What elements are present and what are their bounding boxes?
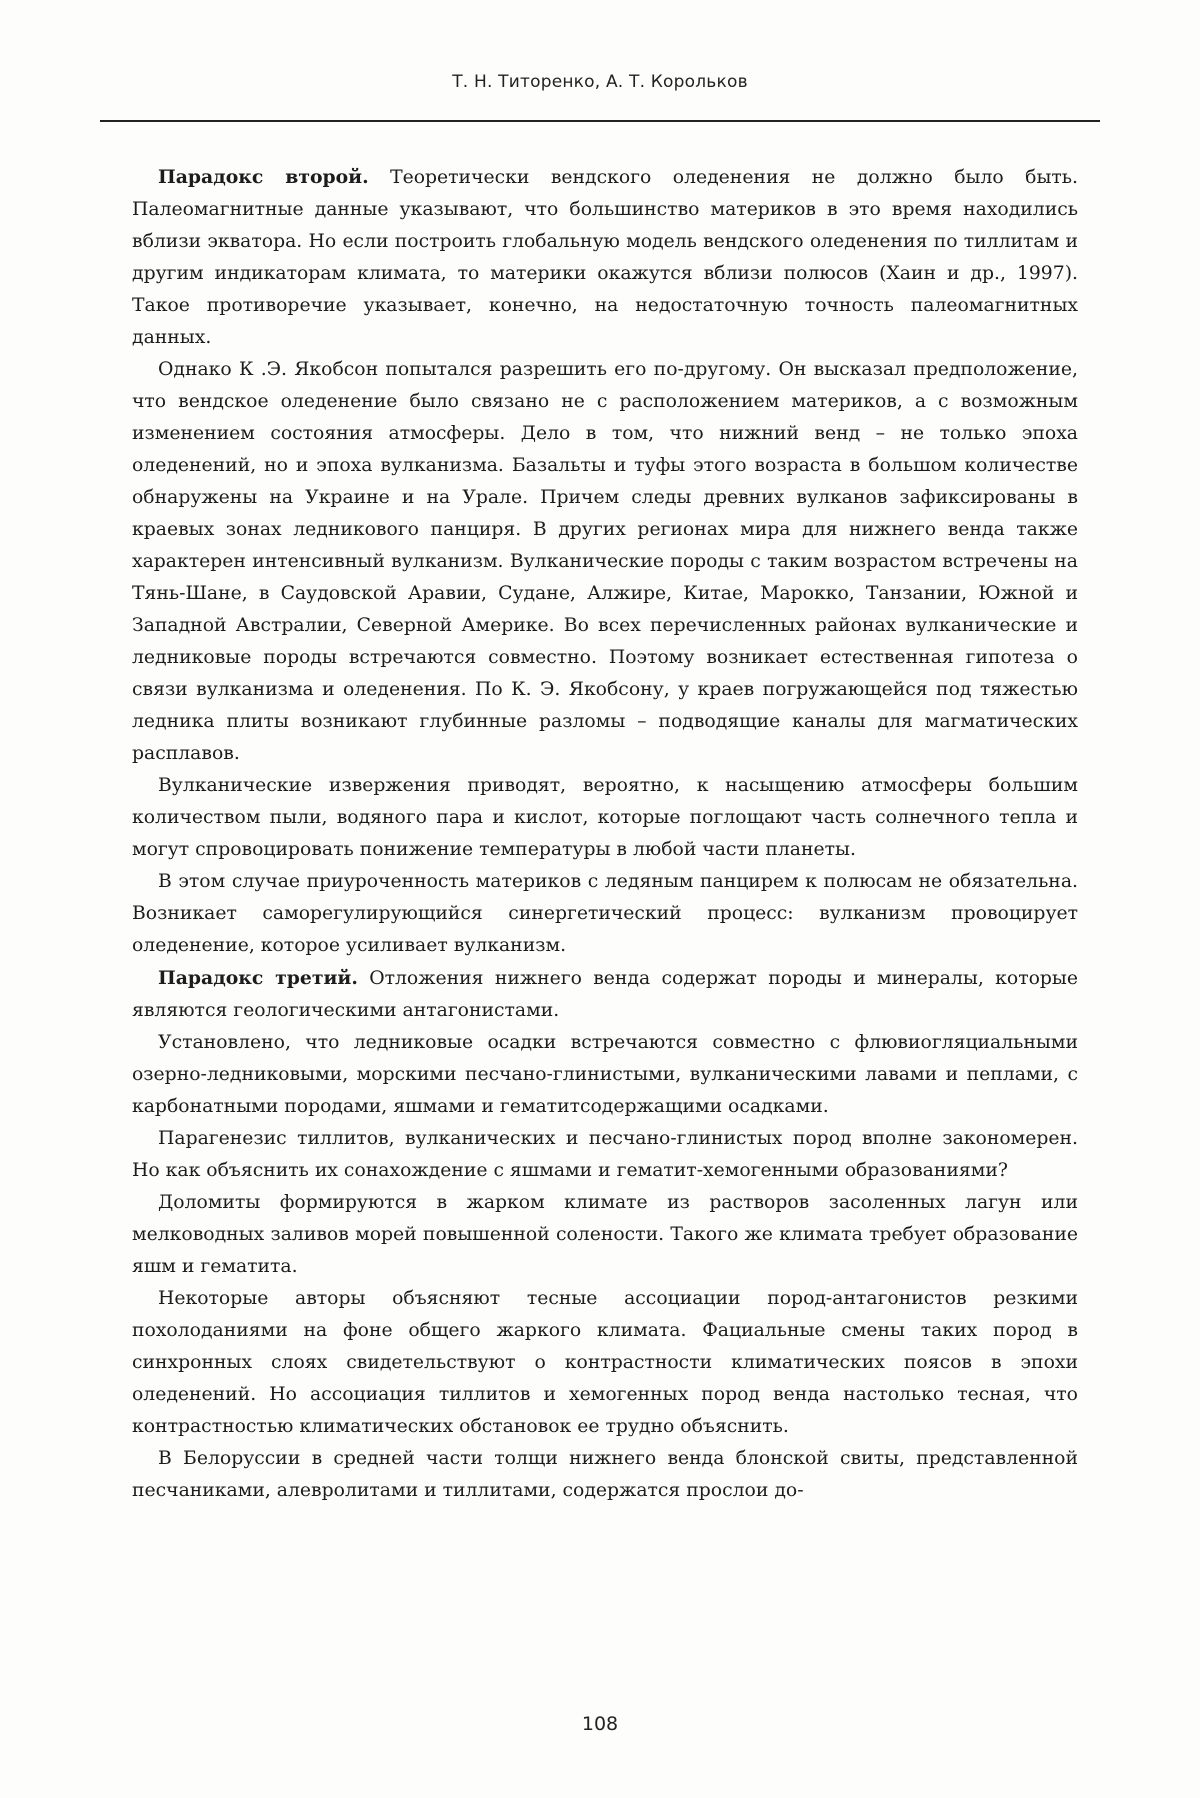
paradox-heading: Парадокс второй.	[158, 166, 369, 188]
paragraph-9: Некоторые авторы объясняют тесные ассоциации пород-антагонистов резкими похолоданиями на фоне общего жаркого климата. Фациальные смены таких пород в синхронных слоях свидетельствуют о контрастности климатических поясов в эпохи оледенений. Но ассоциация тиллитов и хемогенных пород венда настолько тесная, что контрастностью климатических обстановок ее трудно объяснить.	[132, 1283, 1078, 1443]
book-page	[0, 0, 1200, 1798]
paragraph-8: Доломиты формируются в жарком климате из растворов засоленных лагун или мелководных заливов морей повышенной солености. Такого же климата требует образование яшм и гематита.	[132, 1187, 1078, 1283]
paragraph-text: Теоретически вендского оледенения не должно было быть. Палеомагнитные данные указывают, что большинство материков в это время находились вблизи экватора. Но если построить глобальную модель вендского оледенения по тиллитам и другим индикаторам климата, то материки окажутся вблизи полюсов (Хаин и др., 1997). Такое противоречие указывает, конечно, на недостаточную точность палеомагнитных данных.	[132, 167, 1078, 348]
paragraph-3: Вулканические извержения приводят, вероятно, к насыщению атмосферы большим количеством пыли, водяного пара и кислот, которые поглощают часть солнечного тепла и могут спровоцировать понижение температуры в любой части планеты.	[132, 770, 1078, 866]
page-number: 108	[100, 1713, 1100, 1735]
header-rule	[100, 120, 1100, 122]
paradox-heading: Парадокс третий.	[158, 967, 358, 989]
paragraph-10: В Белоруссии в средней части толщи нижнего венда блонской свиты, представленной песчаниками, алевролитами и тиллитами, содержатся прослои до-	[132, 1443, 1078, 1507]
paragraph-1	[132, 161, 1078, 354]
paragraph-text: Отложения нижнего венда содержат породы и минералы, которые являются геологическими антагонистами.	[132, 968, 1078, 1021]
paragraph-7: Парагенезис тиллитов, вулканических и песчано-глинистых пород вполне закономерен. Но как объяснить их сонахождение с яшмами и гематит-хемогенными образованиями?	[132, 1123, 1078, 1187]
paragraph-4: В этом случае приуроченность материков с ледяным панцирем к полюсам не обязательна. Возникает саморегулирующийся синергетический процесс: вулканизм провоцирует оледенение, которое усиливает вулканизм.	[132, 866, 1078, 962]
paragraph-2: Однако К .Э. Якобсон попытался разрешить его по-другому. Он высказал предположение, что вендское оледенение было связано не с расположением материков, а с возможным изменением состояния атмосферы. Дело в том, что нижний венд – не только эпоха оледенений, но и эпоха вулканизма. Базальты и туфы этого возраста в большом количестве обнаружены на Украине и на Урале. Причем следы древних вулканов зафиксированы в краевых зонах ледникового панциря. В других регионах мира для нижнего венда также характерен интенсивный вулканизм. Вулканические породы с таким возрастом встречены на Тянь-Шане, в Саудовской Аравии, Судане, Алжире, Китае, Марокко, Танзании, Южной и Западной Австралии, Северной Америке. Во всех перечисленных районах вулканические и ледниковые породы встречаются совместно. Поэтому возникает естественная гипотеза о связи вулканизма и оледенения. По К. Э. Якобсону, у краев погружающейся под тяжестью ледника плиты возникают глубинные разломы – подводящие каналы для магматических расплавов.	[132, 354, 1078, 770]
paragraph-6: Установлено, что ледниковые осадки встречаются совместно с флювиогляциальными озерно-ледниковыми, морскими песчано-глинистыми, вулканическими лавами и пеплами, с карбонатными породами, яшмами и гематитсодержащими осадками.	[132, 1027, 1078, 1123]
paragraph-5	[132, 962, 1078, 1027]
body-text	[132, 161, 1078, 1507]
running-head: Т. Н. Титоренко, А. Т. Корольков	[100, 72, 1100, 92]
